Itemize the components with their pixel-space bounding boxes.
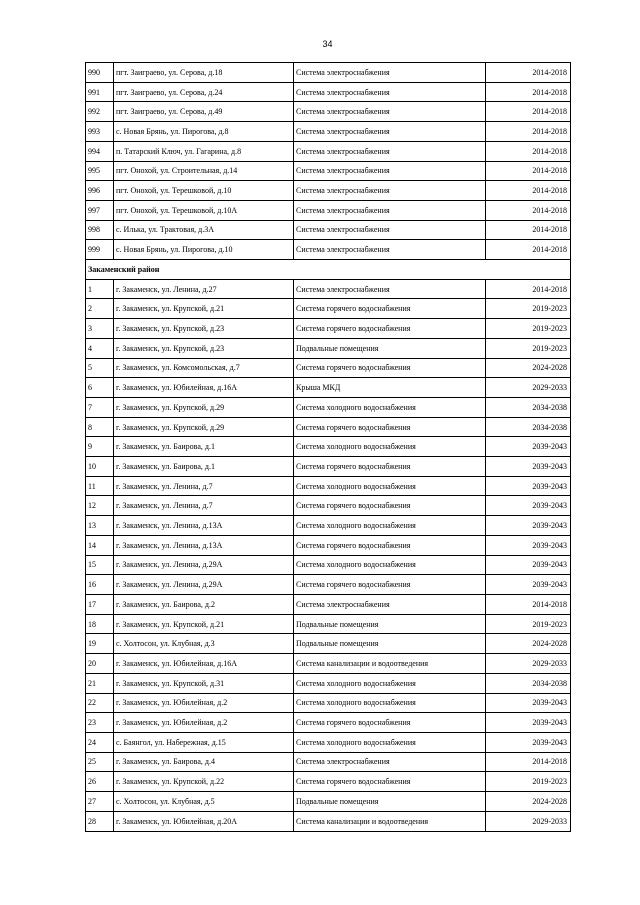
- row-address: г. Закаменск, ул. Ленина, д.7: [114, 496, 294, 516]
- row-number: 4: [86, 338, 114, 358]
- row-years: 2029-2033: [486, 654, 571, 674]
- table-row: [86, 338, 571, 358]
- row-number: 22: [86, 693, 114, 713]
- table-row: [86, 594, 571, 614]
- row-system: Система канализации и водоотведения: [294, 654, 486, 674]
- table-row: [86, 437, 571, 457]
- row-years: 2014-2018: [486, 181, 571, 201]
- table-row: [86, 535, 571, 555]
- row-address: г. Закаменск, ул. Крупской, д.21: [114, 614, 294, 634]
- row-address: г. Закаменск, ул. Баирова, д.4: [114, 752, 294, 772]
- row-system: Система электроснабжения: [294, 240, 486, 260]
- table-row: [86, 752, 571, 772]
- row-years: 2014-2018: [486, 141, 571, 161]
- row-number: 7: [86, 397, 114, 417]
- row-number: 2: [86, 299, 114, 319]
- row-address: г. Закаменск, ул. Юбилейная, д.16А: [114, 378, 294, 398]
- row-number: 18: [86, 614, 114, 634]
- section-title: Закаменский район: [86, 260, 571, 280]
- table-row: [86, 299, 571, 319]
- table-row: [86, 457, 571, 477]
- row-number: 12: [86, 496, 114, 516]
- row-address: пгт. Заиграево, ул. Серова, д.24: [114, 82, 294, 102]
- row-number: 993: [86, 122, 114, 142]
- row-years: 2034-2038: [486, 397, 571, 417]
- row-system: Система электроснабжения: [294, 181, 486, 201]
- table-row: [86, 614, 571, 634]
- row-address: г. Закаменск, ул. Баирова, д.2: [114, 594, 294, 614]
- row-system: Система электроснабжения: [294, 200, 486, 220]
- row-system: Система холодного водоснабжения: [294, 673, 486, 693]
- row-number: 17: [86, 594, 114, 614]
- row-address: г. Закаменск, ул. Крупской, д.21: [114, 299, 294, 319]
- row-number: 994: [86, 141, 114, 161]
- table-row: [86, 772, 571, 792]
- row-years: 2039-2043: [486, 457, 571, 477]
- table-row: [86, 575, 571, 595]
- row-number: 8: [86, 417, 114, 437]
- row-years: 2014-2018: [486, 594, 571, 614]
- table-row: [86, 634, 571, 654]
- row-number: 3: [86, 319, 114, 339]
- row-address: г. Закаменск, ул. Юбилейная, д.2: [114, 693, 294, 713]
- row-system: Система холодного водоснабжения: [294, 732, 486, 752]
- row-address: с. Илька, ул. Трактовая, д.3А: [114, 220, 294, 240]
- row-address: пгт. Заиграево, ул. Серова, д.49: [114, 102, 294, 122]
- table-row: [86, 161, 571, 181]
- row-years: 2039-2043: [486, 575, 571, 595]
- row-system: Подвальные помещения: [294, 792, 486, 812]
- table-row: [86, 378, 571, 398]
- registry-table: [85, 62, 571, 832]
- row-system: Система горячего водоснабжения: [294, 496, 486, 516]
- row-system: Система холодного водоснабжения: [294, 476, 486, 496]
- row-address: г. Закаменск, ул. Ленина, д.13А: [114, 535, 294, 555]
- row-system: Подвальные помещения: [294, 338, 486, 358]
- row-number: 6: [86, 378, 114, 398]
- row-years: 2039-2043: [486, 535, 571, 555]
- row-system: Система электроснабжения: [294, 82, 486, 102]
- row-years: 2014-2018: [486, 161, 571, 181]
- row-address: г. Закаменск, ул. Комсомольская, д.7: [114, 358, 294, 378]
- row-address: г. Закаменск, ул. Ленина, д.7: [114, 476, 294, 496]
- row-number: 28: [86, 811, 114, 831]
- row-years: 2039-2043: [486, 713, 571, 733]
- row-system: Система электроснабжения: [294, 594, 486, 614]
- row-years: 2029-2033: [486, 378, 571, 398]
- table-row: [86, 63, 571, 83]
- row-number: 23: [86, 713, 114, 733]
- row-address: г. Закаменск, ул. Крупской, д.23: [114, 338, 294, 358]
- row-years: 2039-2043: [486, 555, 571, 575]
- row-number: 992: [86, 102, 114, 122]
- row-system: Система электроснабжения: [294, 141, 486, 161]
- row-address: г. Закаменск, ул. Юбилейная, д.2: [114, 713, 294, 733]
- table-row: [86, 811, 571, 831]
- row-system: Система холодного водоснабжения: [294, 397, 486, 417]
- table-row: [86, 319, 571, 339]
- table-row: [86, 792, 571, 812]
- row-years: 2014-2018: [486, 102, 571, 122]
- row-system: Система горячего водоснабжения: [294, 772, 486, 792]
- row-system: Система канализации и водоотведения: [294, 811, 486, 831]
- row-address: г. Закаменск, ул. Ленина, д.27: [114, 279, 294, 299]
- row-address: г. Закаменск, ул. Ленина, д.29А: [114, 575, 294, 595]
- row-system: Система горячего водоснабжения: [294, 713, 486, 733]
- row-system: Система горячего водоснабжения: [294, 535, 486, 555]
- row-years: 2014-2018: [486, 200, 571, 220]
- row-address: п. Татарский Ключ, ул. Гагарина, д.8: [114, 141, 294, 161]
- row-number: 19: [86, 634, 114, 654]
- row-system: Крыша МКД: [294, 378, 486, 398]
- table-row: [86, 141, 571, 161]
- row-system: Система электроснабжения: [294, 63, 486, 83]
- row-number: 14: [86, 535, 114, 555]
- row-number: 13: [86, 516, 114, 536]
- table-row: [86, 516, 571, 536]
- table-row: [86, 240, 571, 260]
- row-number: 998: [86, 220, 114, 240]
- row-address: пгт. Заиграево, ул. Серова, д.18: [114, 63, 294, 83]
- row-number: 5: [86, 358, 114, 378]
- table-row: [86, 200, 571, 220]
- row-number: 26: [86, 772, 114, 792]
- row-address: с. Новая Брянь, ул. Пирогова, д.10: [114, 240, 294, 260]
- row-number: 990: [86, 63, 114, 83]
- row-years: 2014-2018: [486, 122, 571, 142]
- table-row: [86, 102, 571, 122]
- row-years: 2019-2023: [486, 299, 571, 319]
- table-row: [86, 82, 571, 102]
- table-row: [86, 417, 571, 437]
- row-address: г. Закаменск, ул. Крупской, д.29: [114, 397, 294, 417]
- row-system: Система горячего водоснабжения: [294, 417, 486, 437]
- row-address: с. Холтосон, ул. Клубная, д.3: [114, 634, 294, 654]
- row-number: 15: [86, 555, 114, 575]
- row-years: 2014-2018: [486, 279, 571, 299]
- row-number: 996: [86, 181, 114, 201]
- row-years: 2014-2018: [486, 752, 571, 772]
- row-address: г. Закаменск, ул. Крупской, д.22: [114, 772, 294, 792]
- row-system: Подвальные помещения: [294, 634, 486, 654]
- row-address: г. Закаменск, ул. Ленина, д.29А: [114, 555, 294, 575]
- row-number: 1: [86, 279, 114, 299]
- row-number: 27: [86, 792, 114, 812]
- row-number: 991: [86, 82, 114, 102]
- row-number: 25: [86, 752, 114, 772]
- row-years: 2034-2038: [486, 417, 571, 437]
- table-row: [86, 496, 571, 516]
- row-years: 2014-2018: [486, 63, 571, 83]
- table-row: [86, 476, 571, 496]
- table-row: [86, 732, 571, 752]
- row-system: Система электроснабжения: [294, 220, 486, 240]
- row-years: 2039-2043: [486, 437, 571, 457]
- row-number: 999: [86, 240, 114, 260]
- row-address: г. Закаменск, ул. Юбилейная, д.16А: [114, 654, 294, 674]
- row-address: с. Новая Брянь, ул. Пирогова, д.8: [114, 122, 294, 142]
- row-number: 11: [86, 476, 114, 496]
- row-years: 2024-2028: [486, 634, 571, 654]
- row-system: Система электроснабжения: [294, 122, 486, 142]
- row-years: 2014-2018: [486, 82, 571, 102]
- row-years: 2014-2018: [486, 220, 571, 240]
- row-system: Система горячего водоснабжения: [294, 299, 486, 319]
- table-row: [86, 555, 571, 575]
- row-address: г. Закаменск, ул. Крупской, д.23: [114, 319, 294, 339]
- table-row: [86, 358, 571, 378]
- table-row: [86, 713, 571, 733]
- row-address: пгт. Онохой, ул. Строительная, д.14: [114, 161, 294, 181]
- table-row: [86, 122, 571, 142]
- row-system: Система горячего водоснабжения: [294, 358, 486, 378]
- row-years: 2024-2028: [486, 792, 571, 812]
- row-system: Система горячего водоснабжения: [294, 457, 486, 477]
- row-address: с. Баянгол, ул. Набережная, д.15: [114, 732, 294, 752]
- row-years: 2039-2043: [486, 732, 571, 752]
- row-number: 995: [86, 161, 114, 181]
- row-system: Система холодного водоснабжения: [294, 693, 486, 713]
- row-address: пгт. Онохой, ул. Терешковой, д.10А: [114, 200, 294, 220]
- row-system: Система электроснабжения: [294, 161, 486, 181]
- row-years: 2019-2023: [486, 319, 571, 339]
- row-number: 10: [86, 457, 114, 477]
- table-row: [86, 397, 571, 417]
- row-system: Система горячего водоснабжения: [294, 319, 486, 339]
- table-row: [86, 220, 571, 240]
- row-years: 2039-2043: [486, 693, 571, 713]
- row-system: Система холодного водоснабжения: [294, 437, 486, 457]
- row-number: 20: [86, 654, 114, 674]
- row-years: 2019-2023: [486, 772, 571, 792]
- row-system: Система электроснабжения: [294, 279, 486, 299]
- section-row: [86, 260, 571, 280]
- row-years: 2014-2018: [486, 240, 571, 260]
- row-system: Система горячего водоснабжения: [294, 575, 486, 595]
- row-address: г. Закаменск, ул. Крупской, д.31: [114, 673, 294, 693]
- row-system: Система электроснабжения: [294, 102, 486, 122]
- row-years: 2019-2023: [486, 614, 571, 634]
- row-system: Система холодного водоснабжения: [294, 516, 486, 536]
- row-number: 9: [86, 437, 114, 457]
- row-system: Система холодного водоснабжения: [294, 555, 486, 575]
- row-system: Система электроснабжения: [294, 752, 486, 772]
- row-system: Подвальные помещения: [294, 614, 486, 634]
- row-address: г. Закаменск, ул. Ленина, д.13А: [114, 516, 294, 536]
- row-years: 2034-2038: [486, 673, 571, 693]
- row-years: 2019-2023: [486, 338, 571, 358]
- table-row: [86, 673, 571, 693]
- row-years: 2039-2043: [486, 516, 571, 536]
- row-years: 2024-2028: [486, 358, 571, 378]
- table-row: [86, 693, 571, 713]
- row-number: 21: [86, 673, 114, 693]
- row-address: с. Холтосон, ул. Клубная, д.5: [114, 792, 294, 812]
- row-address: г. Закаменск, ул. Баирова, д.1: [114, 457, 294, 477]
- table-row: [86, 654, 571, 674]
- row-number: 24: [86, 732, 114, 752]
- row-address: г. Закаменск, ул. Баирова, д.1: [114, 437, 294, 457]
- row-address: г. Закаменск, ул. Юбилейная, д.20А: [114, 811, 294, 831]
- row-years: 2039-2043: [486, 476, 571, 496]
- row-years: 2039-2043: [486, 496, 571, 516]
- row-address: г. Закаменск, ул. Крупской, д.29: [114, 417, 294, 437]
- row-years: 2029-2033: [486, 811, 571, 831]
- row-address: пгт. Онохой, ул. Терешковой, д.10: [114, 181, 294, 201]
- row-number: 16: [86, 575, 114, 595]
- table-row: [86, 279, 571, 299]
- page-number: 34: [322, 39, 333, 49]
- row-number: 997: [86, 200, 114, 220]
- table-row: [86, 181, 571, 201]
